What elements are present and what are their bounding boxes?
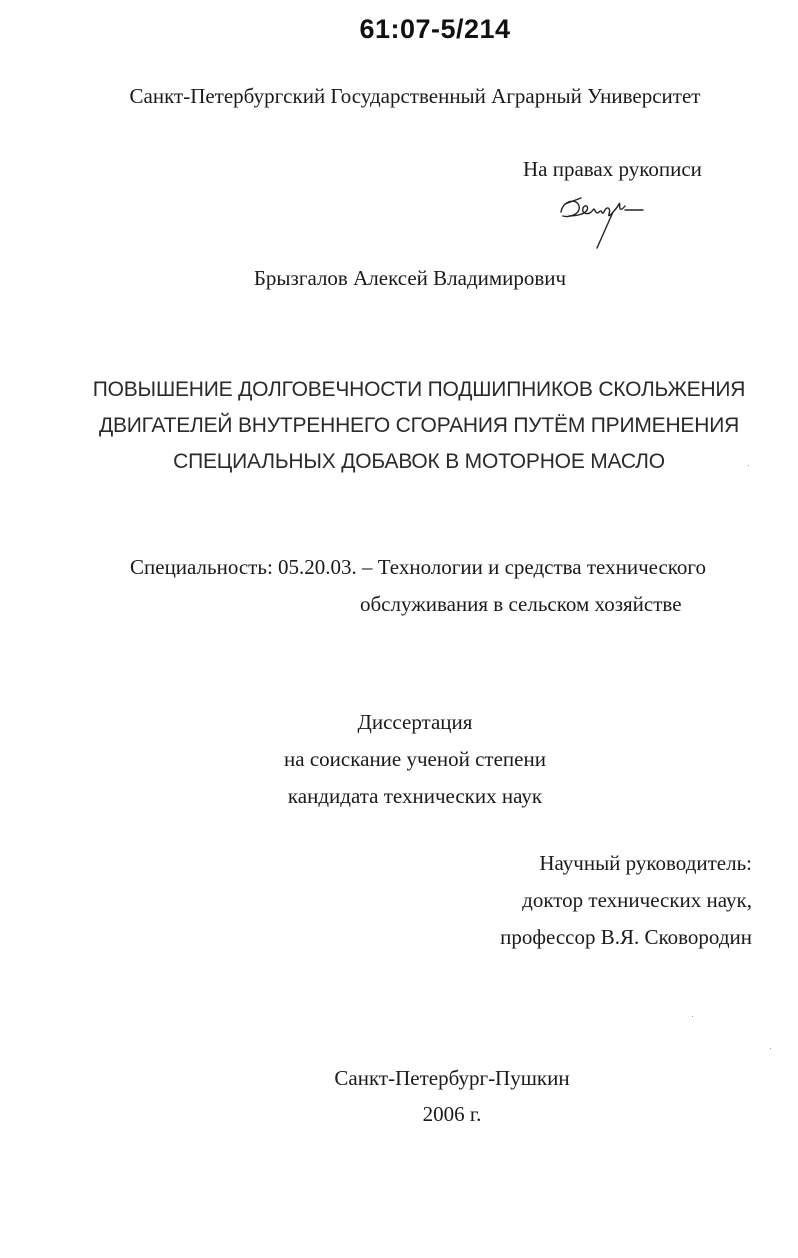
- supervisor-block: [500, 845, 752, 956]
- university-name: Санкт-Петербургский Государственный Аграрный Университет: [129, 84, 701, 108]
- scan-speck: [748, 465, 749, 466]
- dissertation-title: [0, 372, 798, 480]
- specialty-line: Специальность: 05.20.03. – Технологии и средства технического: [130, 555, 707, 579]
- year: 2006 г.: [422, 1102, 482, 1126]
- document-code: 61:07-5/214: [359, 14, 511, 44]
- dissertation-line: на соискание ученой степени: [284, 747, 546, 771]
- author-name: Брызгалов Алексей Владимирович: [253, 266, 567, 290]
- scan-speck: [692, 1016, 693, 1017]
- supervisor-line: Научный руководитель:: [539, 851, 752, 875]
- title-line: СПЕЦИАЛЬНЫХ ДОБАВОК В МОТОРНОЕ МАСЛО: [173, 450, 665, 473]
- title-line: ДВИГАТЕЛЕЙ ВНУТРЕННЕГО СГОРАНИЯ ПУТЁМ ПРИМЕНЕНИЯ: [98, 414, 740, 437]
- supervisor-line: профессор В.Я. Сковородин: [500, 925, 752, 949]
- specialty-line-continued: обслуживания в сельском хозяйстве: [360, 592, 682, 616]
- manuscript-note: На правах рукописи: [523, 157, 702, 181]
- place-and-year: [0, 1060, 798, 1132]
- supervisor-line: доктор технических наук,: [522, 888, 752, 912]
- title-line: ПОВЫШЕНИЕ ДОЛГОВЕЧНОСТИ ПОДШИПНИКОВ СКОЛЬЖЕНИЯ: [92, 378, 746, 401]
- city-name: Санкт-Петербург-Пушкин: [334, 1066, 570, 1090]
- scan-speck: [770, 1048, 771, 1049]
- dissertation-line: Диссертация: [357, 710, 473, 734]
- dissertation-type: [0, 704, 798, 815]
- handwritten-signature: [555, 186, 655, 256]
- dissertation-line: кандидата технических наук: [287, 784, 543, 808]
